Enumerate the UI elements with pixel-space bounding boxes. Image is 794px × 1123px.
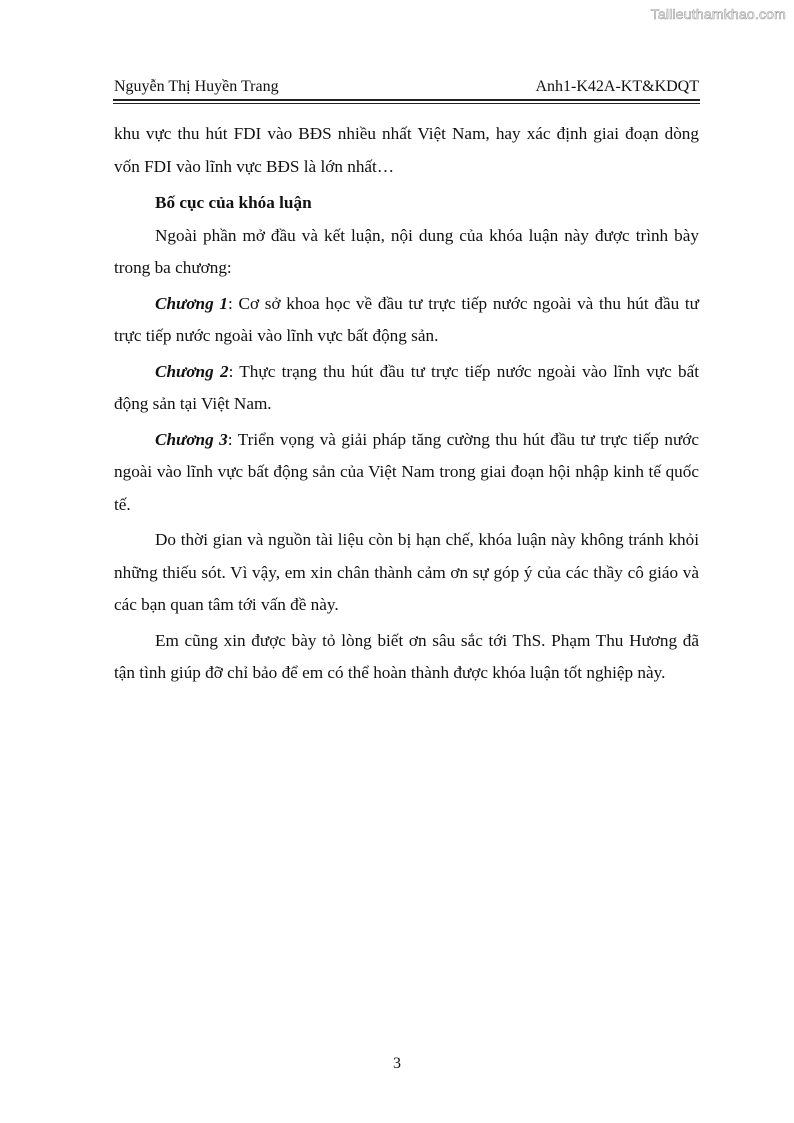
page-number: 3 xyxy=(393,1055,401,1072)
chapter-2-label: Chương 2 xyxy=(155,361,229,381)
chapter-2-paragraph xyxy=(114,356,699,421)
page-header xyxy=(114,78,699,98)
chapter-1-paragraph xyxy=(114,288,699,353)
continuation-paragraph: khu vực thu hút FDI vào BĐS nhiều nhất Việt Nam, hay xác định giai đoạn dòng vốn FDI vào lĩnh vực BĐS là lớn nhất… xyxy=(114,124,699,176)
watermark: Tailieuthamkhao.com xyxy=(650,6,786,22)
intro-paragraph: Ngoài phần mở đầu và kết luận, nội dung của khóa luận này được trình bày trong ba chương: xyxy=(114,225,699,277)
chapter-2-text: : Thực trạng thu hút đầu tư trực tiếp nước ngoài vào lĩnh vực bất động sản tại Việt Nam. xyxy=(114,361,699,413)
page-body xyxy=(114,118,699,690)
chapter-3-paragraph xyxy=(114,424,699,522)
header-rule-thick xyxy=(113,99,700,101)
header-rule-thin xyxy=(113,103,700,104)
chapter-1-label: Chương 1 xyxy=(155,293,229,313)
limitations-paragraph: Do thời gian và nguồn tài liệu còn bị hạn chế, khóa luận này không tránh khỏi những thiếu sót. Vì vậy, em xin chân thành cảm ơn sự góp ý của các thầy cô giáo và các bạn quan tâm tới vấn đề này. xyxy=(114,530,699,614)
chapter-3-text: : Triển vọng và giải pháp tăng cường thu hút đầu tư trực tiếp nước ngoài vào lĩnh vực bất động sản của Việt Nam trong giai đoạn hội nhập kinh tế quốc tế. xyxy=(114,429,699,514)
chapter-1-text: : Cơ sở khoa học về đầu tư trực tiếp nước ngoài và thu hút đầu tư trực tiếp nước ngoài vào lĩnh vực bất động sản. xyxy=(114,293,700,345)
chapter-3-label: Chương 3 xyxy=(155,429,228,449)
header-author: Nguyễn Thị Huyền Trang xyxy=(114,78,279,95)
acknowledgement-paragraph: Em cũng xin được bày tỏ lòng biết ơn sâu sắc tới ThS. Phạm Thu Hương đã tận tình giúp đỡ chỉ bảo để em có thể hoàn thành được khóa luận tốt nghiệp này. xyxy=(114,630,699,682)
section-heading: Bố cục của khóa luận xyxy=(155,193,312,212)
header-class-code: Anh1-K42A-KT&KDQT xyxy=(535,78,699,95)
